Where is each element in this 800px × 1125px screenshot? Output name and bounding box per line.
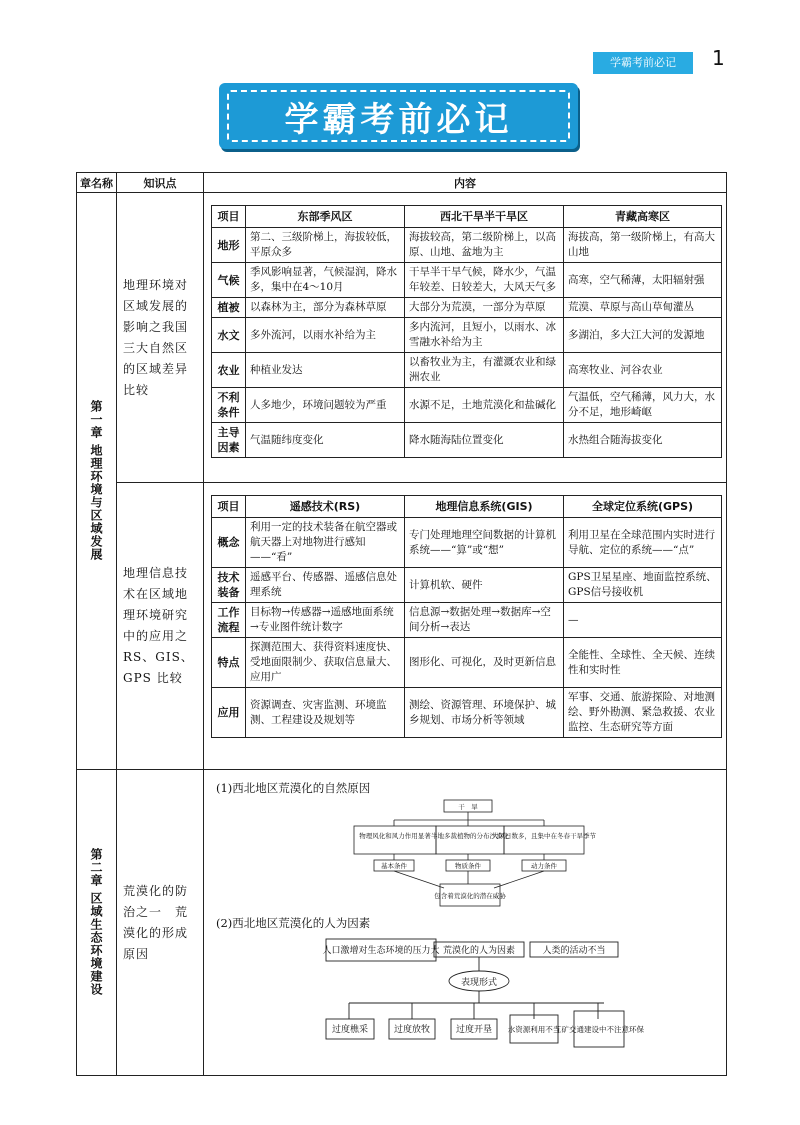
region-table-cell: 气温低，空气稀薄，风力大，水分不足，地形崎岖 [564, 388, 722, 423]
region-table-row [212, 318, 722, 353]
tech-table-cell: 测绘、资源管理、环境保护、城乡规划、市场分析等领域 [405, 688, 564, 738]
tech-table-cell: 专门处理地理空间数据的计算机系统——“算”或“想” [405, 518, 564, 568]
tech-table-row-label: 技术装备 [212, 568, 246, 603]
tech-table-cell: 图形化、可视化，及时更新信息 [405, 638, 564, 688]
region-table-cell: 荒漠、草原与高山草甸灌丛 [564, 298, 722, 318]
cause-box-1 [354, 826, 436, 854]
knowledge-point-1: 地理环境对区域发展的影响之我国三大自然区的区域差异比较 [117, 193, 204, 483]
tech-table-row-label: 概念 [212, 518, 246, 568]
page-number: 1 [712, 46, 725, 70]
form-label-3: 过度开垦 [455, 1025, 493, 1035]
cause-box-2 [436, 826, 504, 854]
tech-table-header-cell: 项目 [212, 496, 246, 518]
region-table-cell: 多湖泊，多大江大河的发源地 [564, 318, 722, 353]
tech-table-row-label: 应用 [212, 688, 246, 738]
page-title: 学霸考前必记 [227, 90, 570, 142]
tech-table-cell: 目标物→传感器→遥感地面系统→专业图件统计数字 [246, 603, 405, 638]
region-table-cell: 高寒，空气稀薄，太阳辐射强 [564, 263, 722, 298]
chapter-2-cell [77, 770, 117, 1076]
natural-cause-diagram [204, 796, 724, 911]
threat-label: 包含着荒漠化的潜在威胁 [434, 892, 506, 900]
tech-table-row [212, 638, 722, 688]
tech-table-cell: 利用一定的技术装备在航空器或航天器上对地物进行感知——“看” [246, 518, 405, 568]
region-table-cell: 大部分为荒漠，一部分为草原 [405, 298, 564, 318]
tech-table-header-cell: 遥感技术(RS) [246, 496, 405, 518]
region-table-cell: 降水随海陆位置变化 [405, 423, 564, 458]
region-table-row [212, 263, 722, 298]
summary-table [76, 172, 727, 1076]
form-label-4: 水资源利用不当 [507, 1025, 561, 1034]
ch1-row-2 [77, 483, 727, 770]
tech-table-cell: 资源调查、灾害监测、环境监测、工程建设及规划等 [246, 688, 405, 738]
ch2-row [77, 770, 727, 1076]
section-tag: 学霸考前必记 [593, 52, 693, 74]
tech-table-row-label: 特点 [212, 638, 246, 688]
forms-label: 表现形式 [460, 978, 498, 988]
col-header-point: 知识点 [117, 173, 204, 193]
region-table-cell: 多内流河，且短小，以雨水、冰雪融水补给为主 [405, 318, 564, 353]
cause-label-2: 半地多裁植物的分布沙漠化 [431, 832, 509, 840]
region-table-header-cell: 青藏高寒区 [564, 206, 722, 228]
tech-table-cell: — [564, 603, 722, 638]
tech-table-cell: 利用卫星在全球范围内实时进行导航、定位的系统——“点” [564, 518, 722, 568]
chapter-1-name: 第一章 地理环境与区域发展 [89, 400, 103, 562]
tech-table-header-cell: 地理信息系统(GIS) [405, 496, 564, 518]
tech-table-cell: 军事、交通、旅游探险、对地测绘、野外勘测、紧急救援、农业监控、生态研究等方面 [564, 688, 722, 738]
condition-label-1: 基本条件 [381, 862, 407, 870]
region-table-cell: 高寒牧业、河谷农业 [564, 353, 722, 388]
summary-header-row [77, 173, 727, 193]
human-factor-label: 荒漠化的人为因素 [442, 946, 516, 956]
region-table-row-label: 地形 [212, 228, 246, 263]
region-table-cell: 以森林为主，部分为森林草原 [246, 298, 405, 318]
region-table-row-label: 不利条件 [212, 388, 246, 423]
cause-label-1: 物理风化和风力作用显著 [359, 832, 431, 840]
region-table-cell: 人多地少，环境问题较为严重 [246, 388, 405, 423]
tech-table-cell: 全能性、全球性、全天候、连续性和实时性 [564, 638, 722, 688]
tech-table-cell: 计算机软、硬件 [405, 568, 564, 603]
region-table-header-cell: 项目 [212, 206, 246, 228]
region-table-cell: 季风影响显著，气候湿润，降水多，集中在4～10月 [246, 263, 405, 298]
section-2-title: (2)西北地区荒漠化的人为因素 [216, 916, 371, 930]
region-table-cell: 多外流河，以雨水补给为主 [246, 318, 405, 353]
region-table-row-label: 植被 [212, 298, 246, 318]
knowledge-point-2: 地理信息技术在区域地理环境研究中的应用之 RS、GIS、GPS 比较 [117, 483, 204, 770]
region-table-cell: 以畜牧业为主，有灌溉农业和绿洲农业 [405, 353, 564, 388]
col-header-chapter: 章名称 [77, 173, 117, 193]
tech-table-row [212, 568, 722, 603]
form-label-2: 过度放牧 [393, 1025, 431, 1035]
human-factor-diagram [204, 931, 724, 1071]
tech-table-cell: 探测范围大、获得资料速度快、受地面限制少、获取信息量大、应用广 [246, 638, 405, 688]
region-table-cell: 水源不足，土地荒漠化和盐碱化 [405, 388, 564, 423]
region-table-cell: 水热组合随海拔变化 [564, 423, 722, 458]
region-table-row [212, 388, 722, 423]
region-table-cell: 干旱半干旱气候，降水少，气温年较差、日较差大，大风天气多 [405, 263, 564, 298]
form-label-1: 过度樵采 [331, 1025, 369, 1035]
region-table-cell: 种植业发达 [246, 353, 405, 388]
tech-table-row-label: 工作流程 [212, 603, 246, 638]
region-table-row [212, 298, 722, 318]
chapter-1-cell [77, 193, 117, 770]
tech-table-header-row [212, 496, 722, 518]
tech-table-header-cell: 全球定位系统(GPS) [564, 496, 722, 518]
region-table-row [212, 228, 722, 263]
region-table-row-label: 水文 [212, 318, 246, 353]
improper-activity-label: 人类的活动不当 [542, 946, 606, 956]
condition-label-3: 动力条件 [531, 862, 557, 870]
cause-box-3 [504, 826, 584, 854]
form-label-5: 工矿交通建设中不注意环保 [554, 1025, 644, 1034]
chapter-2-name: 第二章 区域生态环境建设 [89, 848, 103, 997]
region-table-row [212, 353, 722, 388]
tech-table-cell: 遥感平台、传感器、遥感信息处理系统 [246, 568, 405, 603]
content-cell-2 [204, 483, 727, 770]
cause-label-3: 大风日数多，且集中在冬春干旱季节 [492, 832, 596, 840]
section-1-title: (1)西北地区荒漠化的自然原因 [216, 781, 371, 795]
population-label: 人口激增对生态环境的压力大 [322, 946, 440, 956]
drought-label: 干 旱 [458, 803, 478, 811]
region-table-cell: 海拔较高，第二级阶梯上，以高原、山地、盆地为主 [405, 228, 564, 263]
region-table-cell: 气温随纬度变化 [246, 423, 405, 458]
region-table-row-label: 主导因素 [212, 423, 246, 458]
content-cell-3 [204, 770, 727, 1076]
region-table-header-cell: 西北干旱半干旱区 [405, 206, 564, 228]
tech-table-cell: 信息源→数据处理→数据库→空间分析→表达 [405, 603, 564, 638]
natural-region-table [211, 205, 722, 458]
region-table-row [212, 423, 722, 458]
tech-table-row [212, 603, 722, 638]
col-header-content: 内容 [204, 173, 727, 193]
region-table-row-label: 气候 [212, 263, 246, 298]
geo-tech-table [211, 495, 722, 738]
condition-label-2: 物质条件 [455, 862, 481, 870]
region-table-cell: 第二、三级阶梯上，海拔较低，平原众多 [246, 228, 405, 263]
region-table-cell: 海拔高，第一级阶梯上，有高大山地 [564, 228, 722, 263]
region-table-header-cell: 东部季风区 [246, 206, 405, 228]
title-banner [219, 83, 578, 149]
content-cell-1 [204, 193, 727, 483]
knowledge-point-3: 荒漠化的防治之一 荒漠化的形成原因 [117, 770, 204, 1076]
tech-table-row [212, 688, 722, 738]
tech-table-cell: GPS卫星星座、地面监控系统、GPS信号接收机 [564, 568, 722, 603]
region-table-header-row [212, 206, 722, 228]
region-table-row-label: 农业 [212, 353, 246, 388]
ch1-row-1 [77, 193, 727, 483]
tech-table-row [212, 518, 722, 568]
